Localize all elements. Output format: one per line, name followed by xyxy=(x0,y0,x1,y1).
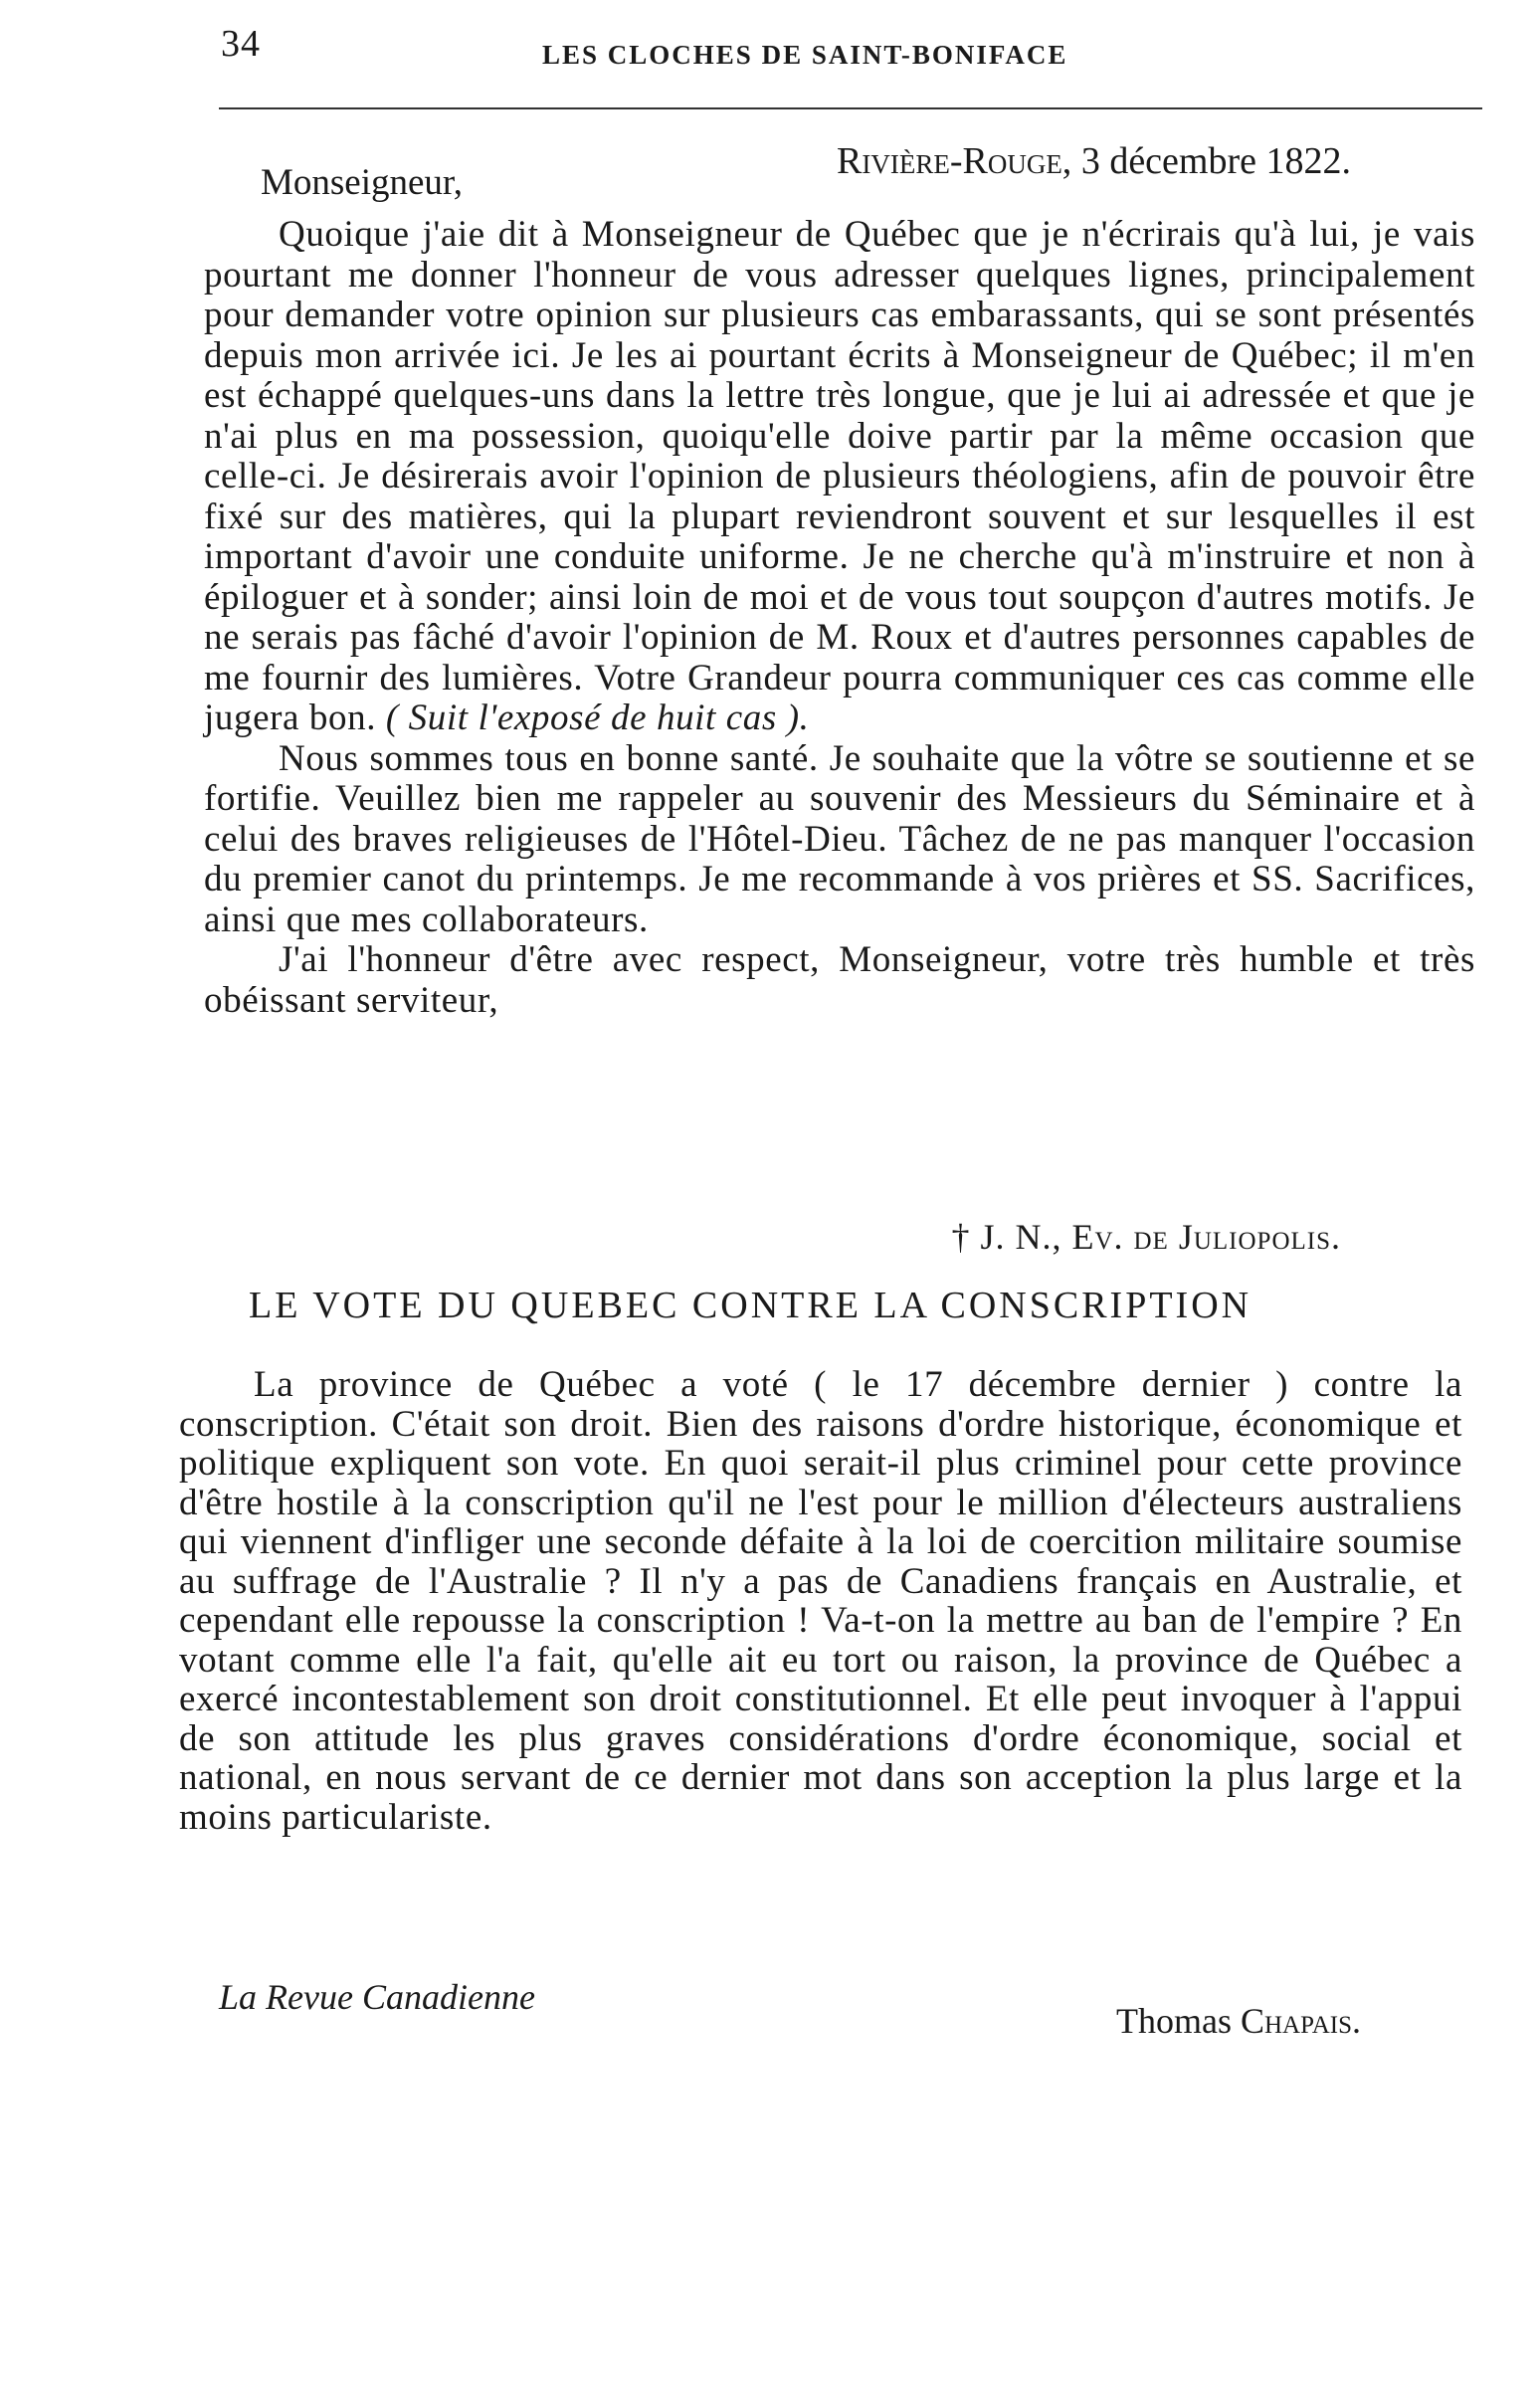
article-author xyxy=(1116,2000,1361,2042)
letter-salutation: Monseigneur, xyxy=(261,162,464,203)
article-paragraph: La province de Québec a voté ( le 17 décembre dernier ) contre la conscription. C'était son droit. Bien des raisons d'ordre historique, économique et politique expliquent son vote. En quoi serait-il plus criminel pour cette province d'être hostile à la conscription qu'il ne l'est pour le million d'électeurs australiens qui viennent d'infliger une seconde défaite à la loi de coercition militaire soumise au suffrage de l'Australie ? Il n'y a pas de Canadiens français en Australie, et cependant elle repousse la conscription ! Va-t-on la mettre au ban de l'empire ? En votant comme elle l'a fait, qu'elle ait eu tort ou raison, la province de Québec a exercé incontestablement son droit constitutionnel. Et elle peut invoquer à l'appui de son attitude les plus graves considérations d'ordre économique, social et national, en nous servant de ce dernier mot dans son acception la plus large et la moins particulariste. xyxy=(179,1364,1462,1838)
article-body xyxy=(179,1365,1462,1837)
page-number: 34 xyxy=(221,23,261,65)
letter-body xyxy=(204,215,1475,1021)
dateline-date: 3 décembre 1822. xyxy=(1080,140,1351,182)
running-title: LES CLOCHES DE SAINT-BONIFACE xyxy=(542,40,1068,70)
signature-title: Ev. de Juliopolis. xyxy=(1071,1217,1341,1257)
letter-paragraph: Nous sommes tous en bonne santé. Je souhaite que la vôtre se soutienne et se fortifie. Veuillez bien me rappeler au souvenir des Messieurs du Séminaire et à celui des braves religieuses de l'Hôtel-Dieu. Tâchez de ne pas manquer l'occasion du premier canot du printemps. Je me recommande à vos prières et SS. Sacrifices, ainsi que mes collaborateurs. xyxy=(204,737,1475,940)
author-last-name: Chapais. xyxy=(1240,2001,1361,2041)
letter-paragraph: J'ai l'honneur d'être avec respect, Monseigneur, votre très humble et très obéissant serviteur, xyxy=(204,939,1475,1021)
signature-initials: † J. N., xyxy=(951,1217,1062,1257)
article-source: La Revue Canadienne xyxy=(219,1977,535,2017)
letter-dateline xyxy=(837,139,1351,183)
editorial-note: ( Suit l'exposé de huit cas ). xyxy=(385,698,810,738)
letter-paragraph xyxy=(204,215,1475,739)
letter-paragraph-text: Quoique j'aie dit à Monseigneur de Québec que je n'écrirais qu'à lui, je vais pourtant me donner l'honneur de vous adresser quelques lignes, principalement pour demander votre opinion sur plusieurs cas embarassants, qui se sont présentés depuis mon arrivée ici. Je les ai pourtant écrits à Monseigneur de Québec; il m'en est échappé quelques-uns dans la lettre très longue, que je lui ai adressée et que je n'ai plus en ma possession, quoiqu'elle doive partir par la même occasion que celle-ci. Je désirerais avoir l'opinion de plusieurs théologiens, afin de pouvoir être fixé sur des matières, qui la plupart reviendront souvent et sur lesquelles il est important d'avoir une conduite uniforme. Je ne cherche qu'à m'instruire et non à épiloguer et à sonder; ainsi loin de moi et de vous tout soupçon d'autres motifs. Je ne serais pas fâché d'avoir l'opinion de M. Roux et d'autres personnes capables de me fournir des lumières. Votre Grandeur pourra communiquer ces cas comme elle jugera bon. xyxy=(204,214,1475,738)
letter-signature xyxy=(951,1216,1341,1258)
author-first-name: Thomas xyxy=(1116,2001,1232,2041)
header-rule xyxy=(219,107,1482,109)
article-title: LE VOTE DU QUEBEC CONTRE LA CONSCRIPTION xyxy=(249,1285,1252,1326)
dateline-place: Rivière-Rouge, xyxy=(837,140,1072,182)
